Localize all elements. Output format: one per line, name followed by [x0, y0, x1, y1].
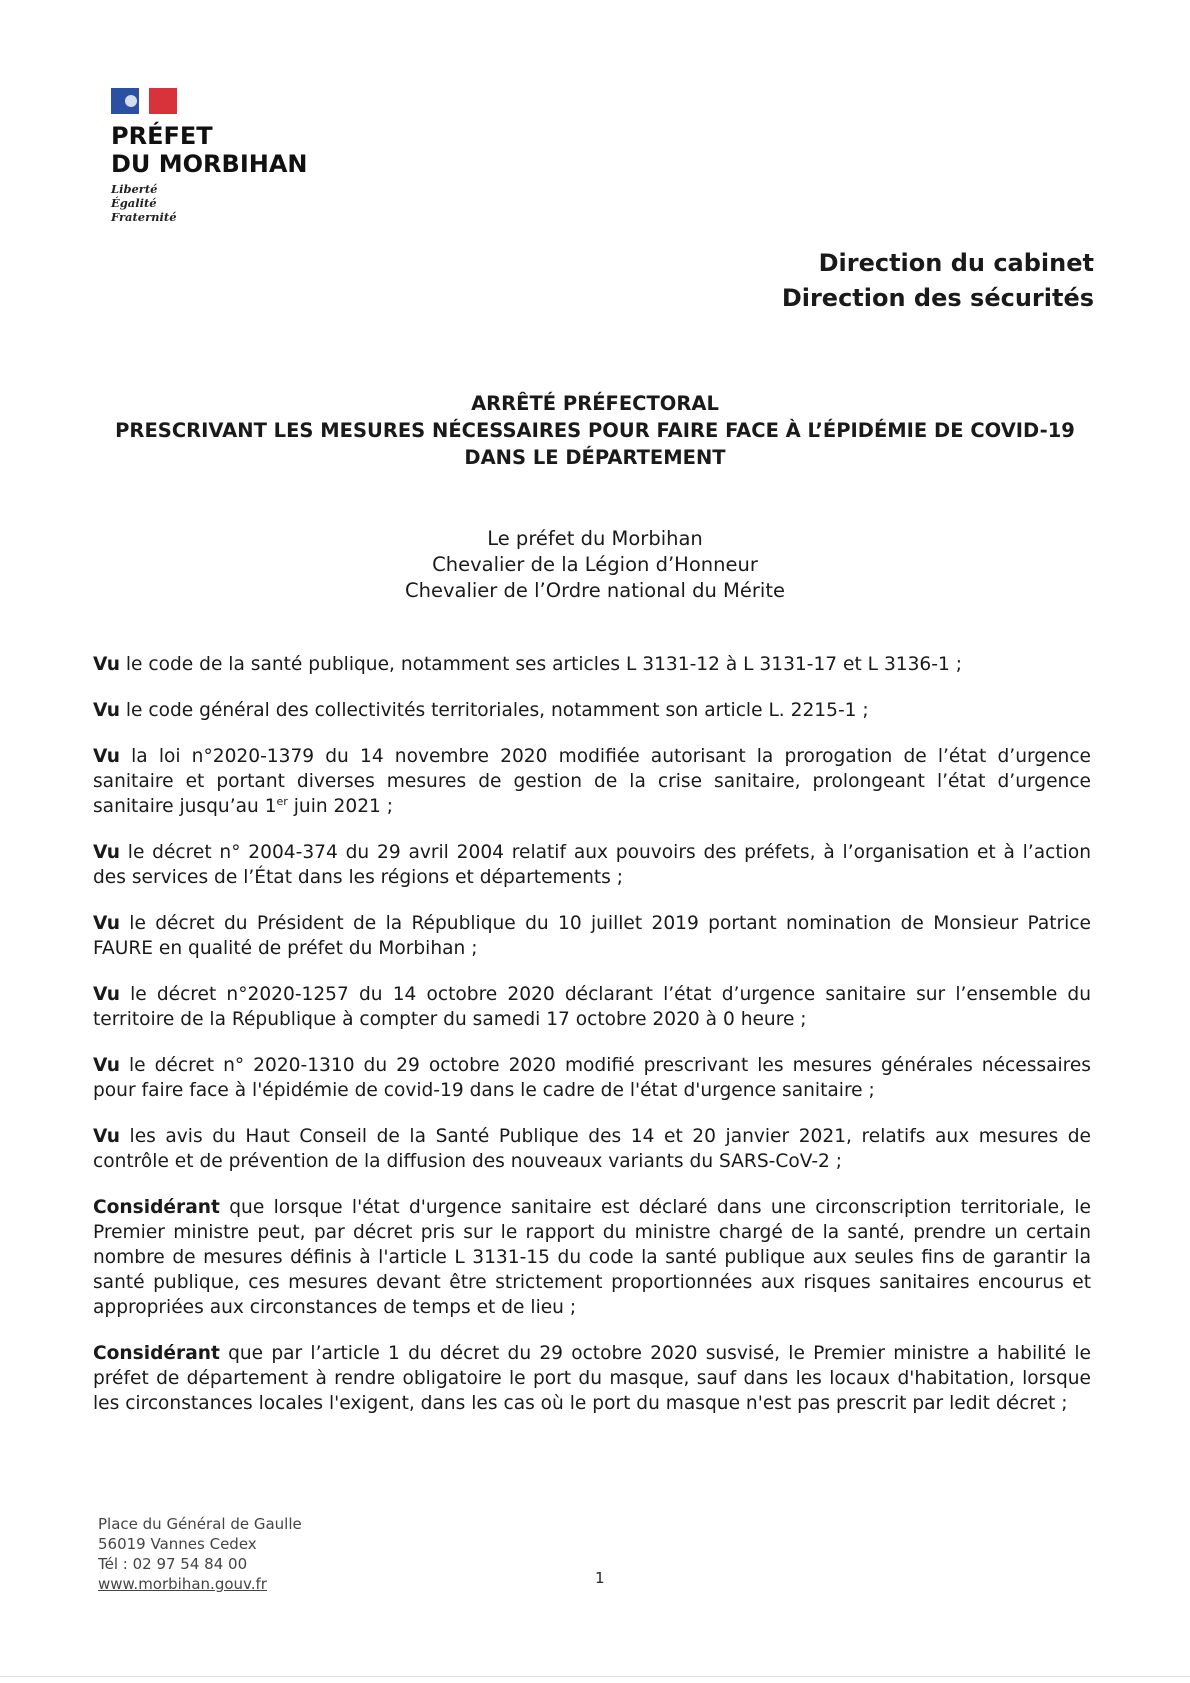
visa-paragraph: [93, 1053, 1091, 1103]
marianne-flag-icon: [111, 88, 177, 114]
paragraph-text-end: juin 2021 ;: [287, 796, 394, 817]
page-bottom-edge: [0, 1676, 1190, 1677]
paragraph-lead: Considérant: [93, 1197, 220, 1218]
motto-egalite: Égalité: [111, 196, 157, 210]
paragraph-lead: Vu: [93, 913, 120, 934]
prefecture-name-line1: PRÉFET: [111, 122, 213, 150]
footer-contact: [98, 1514, 302, 1594]
footer-address-line1: Place du Général de Gaulle: [98, 1515, 302, 1533]
direction-line2: Direction des sécurités: [781, 284, 1094, 312]
footer-address-line2: 56019 Vannes Cedex: [98, 1535, 257, 1553]
paragraph-text: le décret n° 2004-374 du 29 avril 2004 relatif aux pouvoirs des préfets, à l’organisation et à l’action des services de l’État dans les régions et départements ;: [93, 842, 1091, 888]
title-line1: ARRÊTÉ PRÉFECTORAL: [471, 392, 719, 415]
paragraph-text: le code général des collectivités territoriales, notamment son article L. 2215-1 ;: [119, 700, 869, 721]
paragraph-lead: Vu: [93, 842, 120, 863]
visa-paragraph: [93, 698, 1091, 723]
footer-website-link[interactable]: www.morbihan.gouv.fr: [98, 1575, 267, 1593]
document-title: [100, 390, 1090, 471]
paragraph-text: les avis du Haut Conseil de la Santé Publique des 14 et 20 janvier 2021, relatifs aux mesures de contrôle et de prévention de la diffusion des nouveaux variants du SARS-CoV-2 ;: [93, 1126, 1091, 1172]
paragraph-text: le décret n° 2020-1310 du 29 octobre 2020 modifié prescrivant les mesures générales nécessaires pour faire face à l'épidémie de covid-19 dans le cadre de l'état d'urgence sanitaire ;: [93, 1055, 1091, 1101]
authority-line3: Chevalier de l’Ordre national du Mérite: [405, 579, 785, 602]
authority-line2: Chevalier de la Légion d’Honneur: [432, 553, 758, 576]
direction-line1: Direction du cabinet: [818, 249, 1094, 277]
ordinal-superscript: er: [276, 794, 288, 808]
paragraph-text: que par l’article 1 du décret du 29 octobre 2020 susvisé, le Premier ministre a habilité le préfet de département à rendre obligatoire le port du masque, sauf dans les locaux d'habitation, lorsque les circonstances locales l'exigent, dans les cas où le port du masque n'est pas prescrit par ledit décret ;: [93, 1343, 1091, 1414]
paragraph-lead: Vu: [93, 1055, 120, 1076]
visa-paragraph: [93, 840, 1091, 890]
paragraph-lead: Vu: [93, 654, 120, 675]
title-line3: DANS LE DÉPARTEMENT: [464, 446, 726, 469]
considerant-paragraph: [93, 1341, 1091, 1416]
motto-fraternite: Fraternité: [111, 210, 177, 224]
prefecture-name: [111, 122, 308, 178]
paragraph-lead: Vu: [93, 746, 120, 767]
paragraph-text: que lorsque l'état d'urgence sanitaire est déclaré dans une circonscription territoriale, le Premier ministre peut, par décret pris sur le rapport du ministre chargé de la santé, prendre un certain nombre de mesures définis à l'article L 3131-15 du code la santé publique aux seules fins de garantir la santé publique, ces mesures devant être strictement proportionnées aux risques sanitaires encourus et appropriées aux circonstances de temps et de lieu ;: [93, 1197, 1091, 1318]
visa-paragraph: [93, 982, 1091, 1032]
motto-liberte: Liberté: [111, 182, 158, 196]
paragraph-text: la loi n°2020-1379 du 14 novembre 2020 modifiée autorisant la prorogation de l’état d’urgence sanitaire et portant diverses mesures de gestion de la crise sanitaire, prolongeant l’état d’urgence sanitaire jusqu’au 1: [93, 746, 1091, 817]
footer-phone: Tél : 02 97 54 84 00: [98, 1555, 248, 1573]
preamble: [93, 652, 1091, 1437]
prefecture-name-line2: DU MORBIHAN: [111, 150, 308, 178]
paragraph-text: le décret n°2020-1257 du 14 octobre 2020 déclarant l’état d’urgence sanitaire sur l’ensemble du territoire de la République à compter du samedi 17 octobre 2020 à 0 heure ;: [93, 984, 1091, 1030]
authority-line1: Le préfet du Morbihan: [487, 527, 703, 550]
visa-paragraph: [93, 911, 1091, 961]
prefecture-logo: [111, 88, 308, 224]
title-line2: PRESCRIVANT LES MESURES NÉCESSAIRES POUR FAIRE FACE À L’ÉPIDÉMIE DE COVID-19: [115, 419, 1075, 442]
paragraph-lead: Vu: [93, 984, 120, 1005]
issuing-direction: [782, 246, 1094, 316]
considerant-paragraph: [93, 1195, 1091, 1320]
republic-motto: [111, 182, 308, 224]
visa-paragraph: [93, 1124, 1091, 1174]
paragraph-text: le code de la santé publique, notamment ses articles L 3131-12 à L 3131-17 et L 3136-1 ;: [119, 654, 962, 675]
visa-paragraph: [93, 744, 1091, 819]
issuing-authority: [100, 526, 1090, 604]
visa-paragraph: [93, 652, 1091, 677]
page-number: 1: [595, 1569, 605, 1587]
paragraph-lead: Considérant: [93, 1343, 220, 1364]
paragraph-lead: Vu: [93, 1126, 120, 1147]
paragraph-text: le décret du Président de la République du 10 juillet 2019 portant nomination de Monsieur Patrice FAURE en qualité de préfet du Morbihan ;: [93, 913, 1091, 959]
paragraph-lead: Vu: [93, 700, 120, 721]
